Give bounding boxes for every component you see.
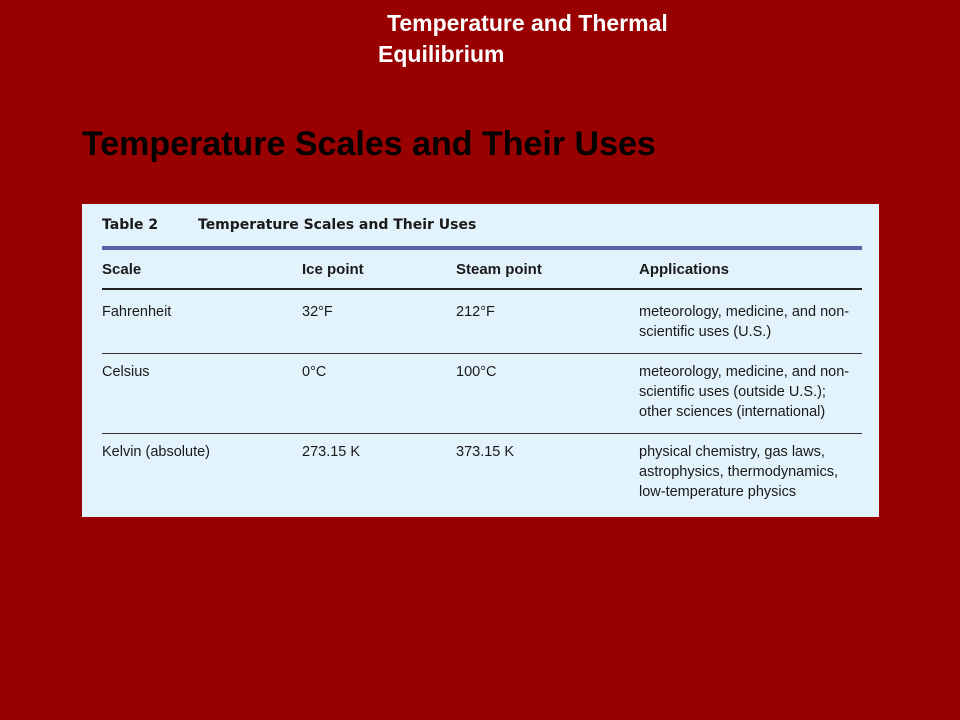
applications-line: low-temperature physics — [639, 484, 797, 500]
temperature-scales-table — [82, 204, 879, 517]
applications-line: other sciences (international) — [639, 404, 826, 420]
table-row-fahrenheit-applications — [639, 302, 869, 342]
table-row-kelvin-steam-point: 373.15 K — [456, 444, 515, 460]
applications-line: astrophysics, thermodynamics, — [639, 464, 839, 480]
table-caption — [102, 217, 476, 233]
applications-line: meteorology, medicine, and non- — [639, 364, 850, 380]
section-header — [378, 8, 738, 70]
applications-line: meteorology, medicine, and non- — [639, 304, 850, 320]
column-header-scale: Scale — [102, 261, 142, 278]
table-row-fahrenheit-steam-point: 212°F — [456, 304, 495, 320]
table-caption-text: Temperature Scales and Their Uses — [198, 217, 477, 233]
applications-line: physical chemistry, gas laws, — [639, 444, 825, 460]
table-row-kelvin-scale: Kelvin (absolute) — [102, 444, 210, 460]
caption-rule — [102, 246, 862, 250]
table-row-celsius-applications — [639, 362, 869, 422]
applications-line: scientific uses (outside U.S.); — [639, 384, 826, 400]
table-row-celsius-steam-point: 100°C — [456, 364, 497, 380]
table-row-celsius-ice-point: 0°C — [302, 364, 327, 380]
table-row-kelvin-ice-point: 273.15 K — [302, 444, 361, 460]
column-header-ice-point: Ice point — [302, 261, 364, 278]
table-row-celsius-scale: Celsius — [102, 364, 150, 380]
table-row-fahrenheit-ice-point: 32°F — [302, 304, 333, 320]
column-header-steam-point: Steam point — [456, 261, 542, 278]
row-divider — [102, 353, 862, 354]
column-header-applications: Applications — [639, 261, 730, 278]
section-header-line-1: Temperature and Thermal — [387, 10, 668, 36]
table-label: Table 2 — [102, 217, 159, 233]
applications-line: scientific uses (U.S.) — [639, 324, 772, 340]
table-row-fahrenheit-scale: Fahrenheit — [102, 304, 172, 320]
section-header-line-2: Equilibrium — [378, 41, 505, 67]
slide-title: Temperature Scales and Their Uses — [82, 125, 656, 163]
row-divider — [102, 433, 862, 434]
header-rule — [102, 288, 862, 290]
table-row-kelvin-applications — [639, 442, 869, 502]
